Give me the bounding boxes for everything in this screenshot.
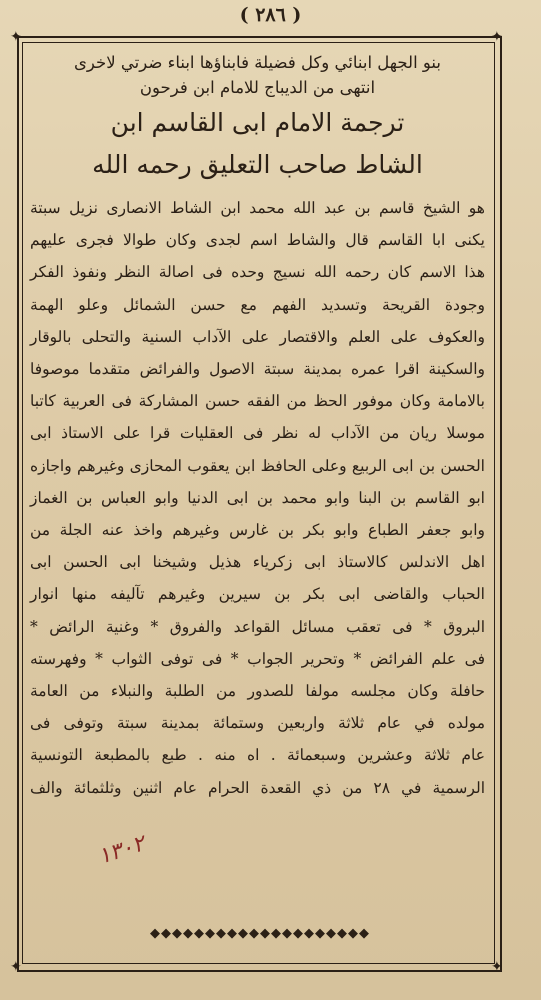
- verse-line: بنو الجهل ابنائي وكل فضيلة فابناؤها ابناء ضرتي لاخرى: [74, 53, 441, 72]
- corner-ornament-icon: ✦: [10, 959, 22, 975]
- page-number: ( ٢٨٦ ): [239, 4, 302, 26]
- body-line: عام ثلاثة وعشرين وسبعمائة . اه منه . طبع بالمطبعة التونسية: [30, 746, 485, 765]
- body-line: مولده في عام ثلاثة واربعين وستمائة بمدينة سبتة وتوفى فى: [30, 714, 485, 733]
- body-line: يكنى ابا القاسم قال والشاط اسم لجدى وكان طوالا فجرى عليهم: [30, 231, 485, 250]
- body-line: موسلا ريان من الآداب له نظر فى العقليات قرا على الاستاذ ابى: [30, 424, 485, 443]
- footer-ornament: ◆◆◆◆◆◆◆◆◆◆◆◆◆◆◆◆◆◆◆◆: [150, 926, 370, 941]
- body-line: هو الشيخ قاسم بن عبد الله محمد ابن الشاط الانصارى نزيل سبتة: [30, 199, 485, 217]
- body-line: الرسمية في ٢٨ من ذي القعدة الحرام عام اثنين وثلثمائة والف: [30, 778, 485, 797]
- corner-ornament-icon: ✦: [491, 959, 503, 975]
- body-line: حافلة وكان مجلسه مولفا للصدور من الطلبة والنبلاء من العامة: [30, 682, 485, 701]
- body-line: وابو جعفر الطباع وابو بكر بن غارس وغيرهم واخذ عنه الجلة من: [30, 521, 485, 540]
- title-line: الشاط صاحب التعليق رحمه الله: [92, 150, 423, 179]
- body-line: والسكينة اقرا عمره بمدينة سبتة الاصول والفرائض متقدما موصوفا: [30, 360, 485, 379]
- body-line: ابو القاسم بن البنا وابو محمد بن ابى الدنيا وابو العباس بن الغماز: [30, 488, 485, 507]
- body-line: الحباب والقاضى ابى بكر بن سيرين وغيرهم تآليفه منها انوار: [30, 585, 485, 604]
- body-line: الحسن بن ابى الربيع وعلى الحافظ ابن يعقوب المحازى وغيرهم واجازه: [30, 456, 485, 475]
- body-line: والعكوف على العلم والاقتصار على الآداب السنية والتحلى بالوقار: [30, 327, 485, 346]
- source-note: انتهى من الديباج للامام ابن فرحون: [139, 78, 376, 97]
- corner-ornament-icon: ✦: [10, 29, 22, 45]
- body-line: فى علم الفرائض * وتحرير الجواب * فى توفى الثواب * وفهرسته: [30, 649, 485, 668]
- biography-title: [30, 102, 485, 186]
- corner-ornament-icon: ✦: [491, 29, 503, 45]
- body-line: هذا الاسم كان رحمه الله نسيج وحده فى اصالة النظر ونفوذ الفكر: [30, 263, 485, 282]
- body-line: اهل الاندلس كالاستاذ ابى زكرياء هذيل وشيخنا ابى الحسن ابى: [30, 553, 485, 572]
- handwritten-annotation: ١٣٠٢: [95, 831, 148, 870]
- title-line: ترجمة الامام ابى القاسم ابن: [110, 108, 405, 137]
- body-line: البروق * فى تعقب مسائل القواعد والفروق * وغنية الرائض *: [30, 617, 485, 636]
- body-line: بالامامة وكان موفور الحظ من الفقه حسن المشاركة فى العربية كاتبا: [30, 392, 485, 411]
- text-block: [30, 50, 485, 804]
- body-line: وجودة القريحة وتسديد الفهم مع حسن الشمائل وعلو الهمة: [30, 295, 485, 314]
- biography-body: [30, 192, 485, 804]
